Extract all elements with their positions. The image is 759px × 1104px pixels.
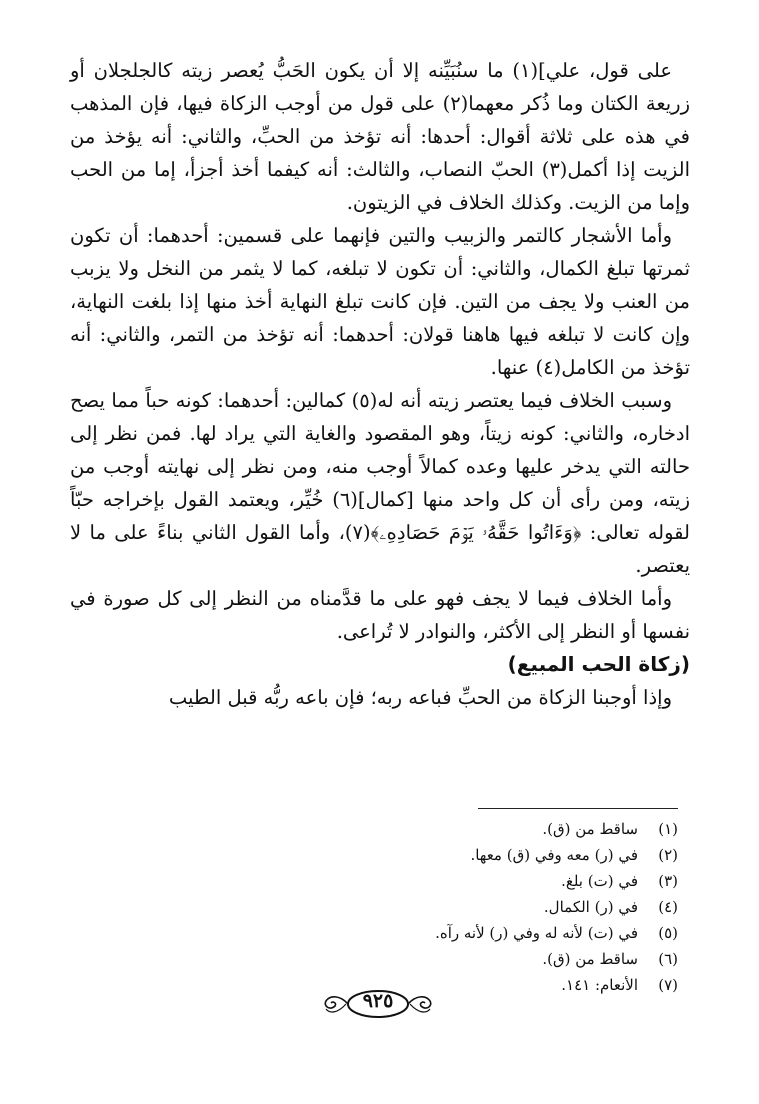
- footnote-number: (٤): [658, 898, 678, 916]
- footnote-text: في (ت) لأنه له وفي (ر) لأنه رآه.: [435, 924, 638, 942]
- footnote-number: (٥): [658, 924, 678, 942]
- footnote-text: ساقط من (ق).: [542, 820, 638, 838]
- paragraph-5: وإذا أوجبنا الزكاة من الحبِّ فباعه ربه؛ فإن باعه ربُّه قبل الطيب: [168, 686, 672, 709]
- footnote-text: الأنعام: ١٤١.: [561, 976, 638, 994]
- footnote: [250, 972, 678, 998]
- footnote-text: ساقط من (ق).: [542, 950, 638, 968]
- footnote-text: في (ر) معه وفي (ق) معها.: [470, 846, 638, 864]
- paragraph-1: على قول، علي](١) ما سنُبَيِّنه إلا أن يكون الحَبُّ يُعصر زيته كالجلجلان أو زريعة الكتان وما ذُكر معهما(٢) على قول من أوجب الزكاة فيها، فإن المذهب في هذه على ثلاثة أقوال: أحدها: أنه تؤخذ من الحبِّ، والثاني: أنه يؤخذ من الزيت إذا أكمل(٣) الحبّ النصاب، والثالث: أنه كيفما أخذ أجزأ، إما من الحب وإما من الزيت. وكذلك الخلاف في الزيتون.: [70, 59, 691, 214]
- footnote: [250, 816, 678, 842]
- footnote: [250, 946, 678, 972]
- footnote-number: (٧): [658, 976, 678, 994]
- page-number: ٩٢٥: [362, 990, 394, 1012]
- paragraph-3: وسبب الخلاف فيما يعتصر زيته أنه له(٥) كمالين: أحدهما: كونه حباً مما يصح ادخاره، والثاني: كونه زيتاً، وهو المقصود والغاية التي يراد لها. فمن نظر إلى حالته التي يدخر عليها وعده كمالاً أوجب منه، ومن نظر إلى نهايته أوجب من زيته، ومن رأى أن كل واحد منها [كمال](٦) خُيِّر، ويعتمد القول بإخراجه حبّاً لقوله تعالى: ﴿وَءَاتُوا حَقَّهُۥ يَوۡمَ حَصَادِهِۦ﴾(٧)، وأما القول الثاني بناءً على ما لا يعتصر.: [70, 389, 690, 577]
- main-text: [70, 54, 690, 714]
- paragraph-2: وأما الأشجار كالتمر والزبيب والتين فإنهما على قسمين: أحدهما: أن تكون ثمرتها تبلغ الكمال، والثاني: أن تكون لا تبلغه، كما لا يثمر من النخل ولا يزبب من العنب ولا يجف من التين. فإن كانت تبلغ النهاية أخذ منها إذا بلغت النهاية، وإن كانت لا تبلغه فيها هاهنا قولان: أحدهما: أنه تؤخذ من التمر، والثاني: أنه تؤخذ من الكامل(٤) عنها.: [70, 224, 690, 379]
- footnotes: [250, 816, 678, 998]
- footnote: [250, 868, 678, 894]
- footnote: [250, 920, 678, 946]
- footnote-text: في (ت) بلغ.: [561, 872, 638, 890]
- section-heading: (زكاة الحب المبيع): [507, 652, 690, 676]
- footnote: [250, 842, 678, 868]
- footnote-number: (٦): [658, 950, 678, 968]
- footnote-number: (٢): [658, 846, 678, 864]
- footnote-number: (٣): [658, 872, 678, 890]
- footnote: [250, 894, 678, 920]
- footnote-number: (١): [658, 820, 678, 838]
- footnote-text: في (ر) الكمال.: [543, 898, 638, 916]
- paragraph-4: وأما الخلاف فيما لا يجف فهو على ما قدَّمناه من النظر إلى كل صورة في نفسها أو النظر إلى الأكثر، والنوادر لا تُراعى.: [70, 587, 690, 643]
- footnote-divider: [478, 808, 678, 809]
- page-number-ornament: [318, 987, 438, 1021]
